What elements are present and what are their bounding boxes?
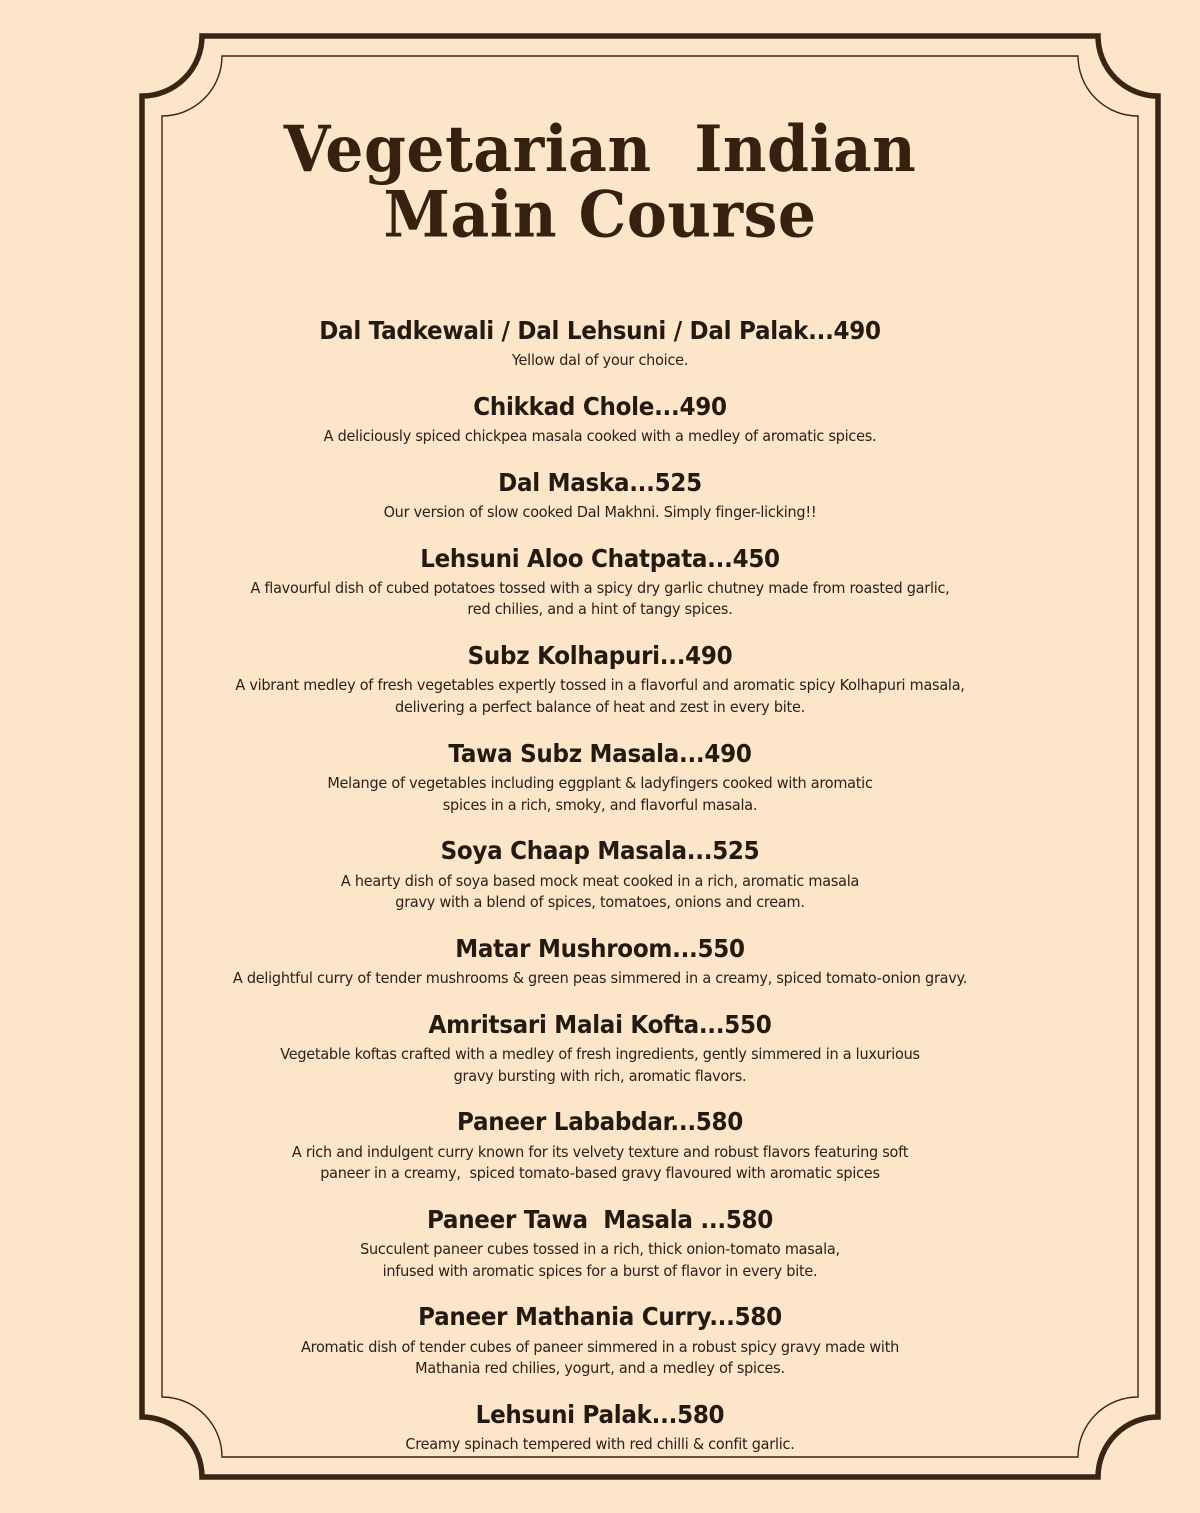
menu-item-description [216,1434,984,1456]
menu-item [196,934,1004,990]
menu-item-description-line: Vegetable koftas crafted with a medley of fresh ingredients, gently simmered in a luxurious [280,1045,920,1064]
page-title-line-1: Vegetarian Indian [283,112,917,187]
menu-item-description-line: Creamy spinach tempered with red chilli & confit garlic. [405,1435,795,1454]
menu-item [196,1400,1004,1456]
menu-item-name: Tawa Subz Masala...490 [448,738,752,768]
menu-item-description [216,871,984,914]
menu-item-description-line: A rich and indulgent curry known for its velvety texture and robust flavors featuring soft [291,1142,909,1161]
menu-item-name: Paneer Lababdar...580 [456,1107,744,1137]
page-title [196,112,1004,253]
menu-item-description [216,968,984,990]
menu-item-name: Paneer Tawa Masala ...580 [426,1204,774,1234]
menu-item-description-line: A flavourful dish of cubed potatoes tossed with a spicy dry garlic chutney made from roasted garlic, [250,578,950,597]
menu-item [196,392,1004,448]
menu-item-description-line: Aromatic dish of tender cubes of paneer simmered in a robust spicy gravy made with [300,1337,900,1356]
menu-item-description-line: A vibrant medley of fresh vegetables expertly tossed in a flavorful and aromatic spicy Kolhapuri masala, [235,676,965,695]
menu-item-name: Amritsari Malai Kofta...550 [428,1009,772,1039]
menu-item-description [216,1337,984,1380]
menu-item-description-line: Mathania red chilies, yogurt, and a medley of spices. [415,1359,785,1378]
menu-item-description-line: A delightful curry of tender mushrooms & green peas simmered in a creamy, spiced tomato-onion gravy. [232,969,968,988]
menu-item [196,1205,1004,1283]
menu-content [196,96,1004,1476]
menu-item-description [216,675,984,718]
menu-item-name: Lehsuni Palak...580 [475,1399,725,1429]
menu-item [196,641,1004,719]
menu-item-description-line: infused with aromatic spices for a burst of flavor in every bite. [382,1261,818,1280]
menu-item-description-line: delivering a perfect balance of heat and zest in every bite. [395,698,805,717]
menu-item [196,544,1004,622]
menu-item-description-line: Melange of vegetables including eggplant & ladyfingers cooked with aromatic [327,773,873,792]
menu-item-description-line: Our version of slow cooked Dal Makhni. Simply finger-licking!! [383,502,817,521]
menu-item-name: Paneer Mathania Curry...580 [418,1302,782,1332]
menu-item [196,1107,1004,1185]
menu-item-description-line: Succulent paneer cubes tossed in a rich, thick onion-tomato masala, [360,1240,840,1259]
menu-item-name: Lehsuni Aloo Chatpata...450 [420,543,780,573]
menu-item-description-line: A deliciously spiced chickpea masala cooked with a medley of aromatic spices. [323,426,877,445]
menu-item-name: Soya Chaap Masala...525 [440,836,760,866]
menu-item-description [216,502,984,524]
menu-item-description-line: Yellow dal of your choice. [511,350,689,369]
menu-item-list [196,316,1004,1456]
menu-item-description [216,1044,984,1087]
menu-item-description [216,426,984,448]
menu-item-name: Chikkad Chole...490 [473,391,727,421]
menu-item-description-line: A hearty dish of soya based mock meat cooked in a rich, aromatic masala [340,871,860,890]
menu-item-description [216,578,984,621]
page-title-line-2: Main Course [383,178,817,253]
menu-item-name: Matar Mushroom...550 [455,933,745,963]
menu-item-name: Subz Kolhapuri...490 [467,641,733,671]
menu-item-name: Dal Tadkewali / Dal Lehsuni / Dal Palak...490 [319,315,881,345]
menu-item [196,1302,1004,1380]
menu-item-description-line: spices in a rich, smoky, and flavorful masala. [442,795,758,814]
menu-item [196,316,1004,372]
menu-item [196,1010,1004,1088]
menu-item [196,468,1004,524]
menu-item-description-line: gravy bursting with rich, aromatic flavors. [453,1066,747,1085]
menu-item-description [216,350,984,372]
menu-item [196,836,1004,914]
menu-item-description-line: gravy with a blend of spices, tomatoes, onions and cream. [395,893,805,912]
menu-item-description [216,773,984,816]
menu-item-description-line: paneer in a creamy, spiced tomato-based gravy flavoured with aromatic spices [320,1164,880,1183]
menu-item-name: Dal Maska...525 [498,467,702,497]
menu-item [196,739,1004,817]
menu-item-description-line: red chilies, and a hint of tangy spices. [467,600,733,619]
menu-item-description [216,1142,984,1185]
menu-item-description [216,1239,984,1282]
